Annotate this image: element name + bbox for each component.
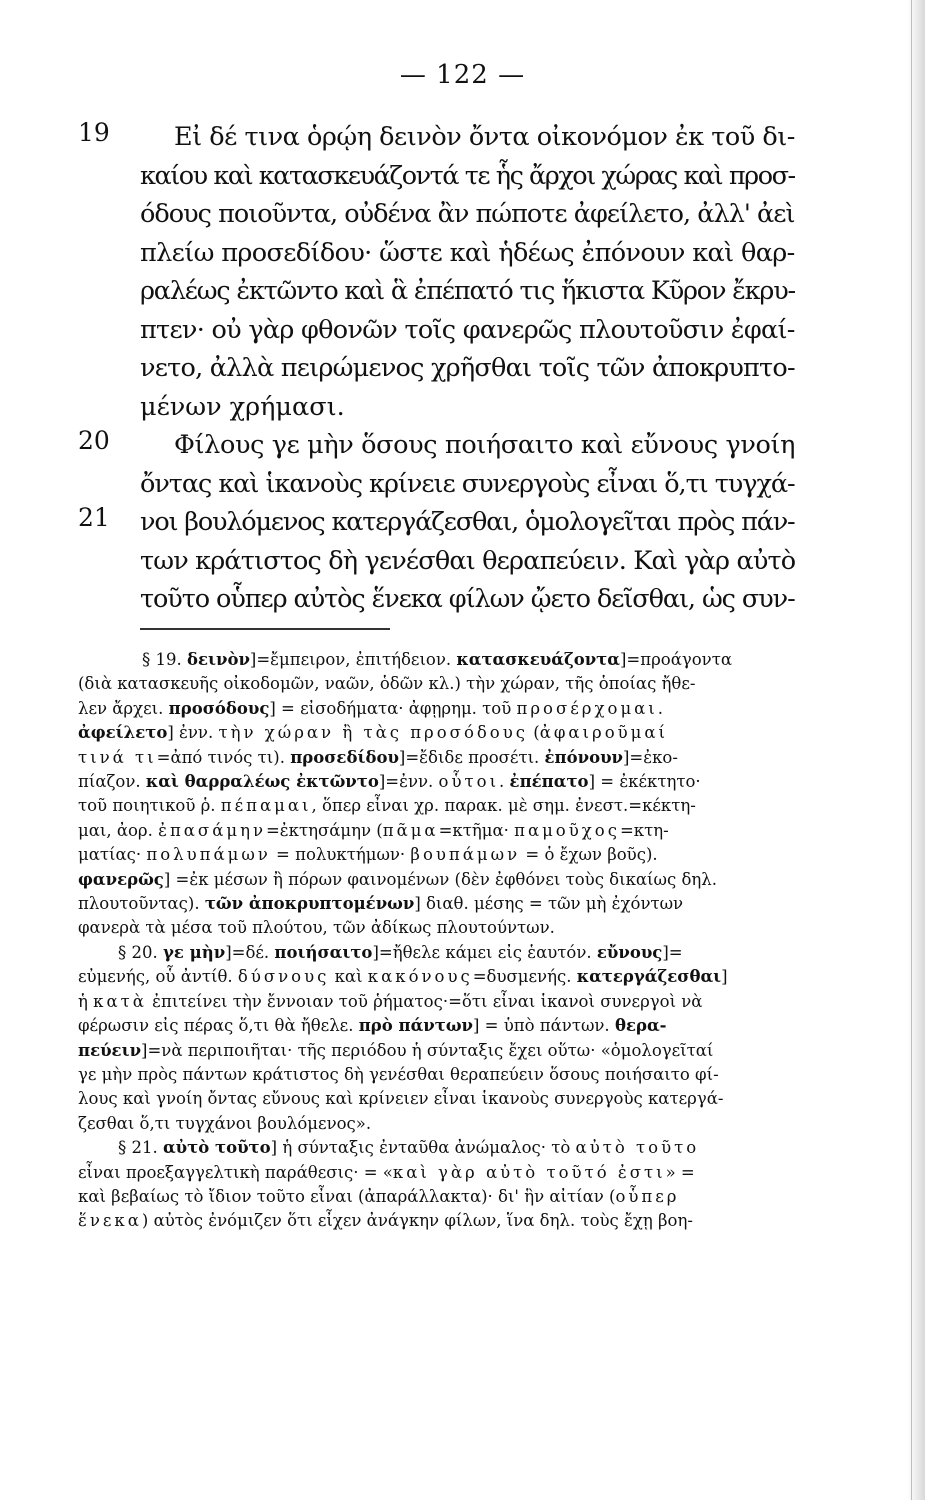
c-spaced: καὶ γὰρ αὐτὸ τοῦτό ἐστι xyxy=(392,1162,666,1182)
commentary-line xyxy=(78,1039,795,1063)
footnote-rule xyxy=(140,628,390,630)
commentary-line xyxy=(78,1185,795,1209)
c-lemma: προσόδους xyxy=(168,698,270,718)
c-text: = ὁ ἔχων βοῦς). xyxy=(520,845,658,865)
c-lemma: ἐπέπατο xyxy=(509,772,589,792)
c-text: ἡ xyxy=(78,991,94,1011)
commentary-line xyxy=(78,1136,795,1160)
c-text: ]=νὰ περιποιῆται· τῆς περιόδου ἡ σύνταξις ἔχει οὕτω· «ὁμολογεῖταί xyxy=(141,1040,714,1060)
c-text: πίαζον. xyxy=(78,772,146,792)
margin-number-19: 19 xyxy=(78,118,110,147)
c-text: μαι, ἀορ. xyxy=(78,820,159,840)
c-lemma: πρὸ πάντων xyxy=(358,1016,473,1036)
c-spaced: οὗτοι xyxy=(438,772,500,792)
commentary-line xyxy=(78,1014,795,1038)
c-text: ]=ἐκο- xyxy=(623,747,678,767)
c-text: . xyxy=(657,698,664,718)
c-text: φέρωσιν εἰς πέρας ὅ,τι θὰ ἤθελε. xyxy=(78,1016,359,1036)
c-lemma: εὔνους xyxy=(596,942,663,962)
commentary-line xyxy=(78,1209,795,1233)
c-text: καὶ βεβαίως τὸ ἴδιον τοῦτο εἶναι (ἀπαράλλακτα)· δι' ἣν αἰτίαν ( xyxy=(78,1186,616,1206)
c-spaced: παμοῦχος xyxy=(514,820,620,840)
c-text: πλουτοῦντας). xyxy=(78,894,205,914)
c-lemma: ἐπόνουν xyxy=(544,747,623,767)
c-lemma: αὐτὸ τοῦτο xyxy=(162,1138,271,1158)
page-edge-shadow xyxy=(907,0,925,1500)
commentary-line xyxy=(78,819,795,843)
commentary-line xyxy=(78,721,795,745)
c-spaced: πᾶμα xyxy=(382,820,439,840)
c-text: =ἐκτησάμην ( xyxy=(265,820,383,840)
c-text: καὶ xyxy=(329,967,368,987)
c-text: =κτη- xyxy=(619,820,669,840)
commentary-line xyxy=(78,941,795,965)
c-spaced: αὐτὸ τοῦτο xyxy=(575,1138,700,1158)
commentary-line xyxy=(78,868,795,892)
commentary-line xyxy=(78,746,795,770)
main-line: Εἰ δέ τινα ὁρῴη δεινὸν ὄντα οἰκονόμον ἐκ τοῦ δι- xyxy=(174,122,795,152)
commentary-line xyxy=(78,892,795,916)
c-text: ] =ἐκ μέσων ἢ πόρων φαινομένων (δὲν ἐφθόνει τοὺς δικαίως δηλ. xyxy=(163,869,717,889)
c-text: εὐμενής, οὗ ἀντίθ. xyxy=(78,967,238,987)
c-text: ] ἡ σύνταξις ἐνταῦθα ἀνώμαλος· τὸ xyxy=(270,1138,576,1158)
main-line: ὄντας καὶ ἱκανοὺς κρίνειε συνεργοὺς εἶναι ὅ,τι τυγχά- xyxy=(140,468,795,499)
c-spaced: δύσνους xyxy=(237,967,330,987)
c-spaced: κατὰ xyxy=(93,991,147,1011)
main-line: τοῦτο οὗπερ αὐτὸς ἕνεκα φίλων ᾤετο δεῖσθαι, ὡς συν- xyxy=(140,584,795,614)
c-text: =κτῆμα· xyxy=(438,820,515,840)
main-line: των κράτιστος δὴ γενέσθαι θεραπεύειν. Καὶ γὰρ αὐτὸ xyxy=(140,545,796,576)
c-text: = πολυκτήμων· xyxy=(270,845,411,865)
c-text: ]=προάγοντα xyxy=(619,650,732,669)
c-spaced: πολυπάμων xyxy=(146,845,271,865)
c-lemma: ἀφείλετο xyxy=(78,723,168,743)
c-lemma: ποιήσαιτο xyxy=(274,942,373,962)
c-spaced: τὴν χώραν ἢ τὰς προσόδους xyxy=(218,723,529,743)
c-spaced: κακόνους xyxy=(367,967,473,987)
c-text: ] = ἐκέκτητο· xyxy=(588,772,701,792)
commentary-line xyxy=(78,697,795,721)
c-text: ματίας· xyxy=(78,845,147,865)
page-number: — 122 — xyxy=(399,60,526,90)
c-text: ]=ἐνν. xyxy=(378,772,439,792)
main-line: ραλέως ἐκτῶντο καὶ ἃ ἐπέπατό τις ἥκιστα Κῦρον ἔκρυ- xyxy=(140,276,795,306)
c-text: =ἀπό τινός τι). xyxy=(156,747,291,767)
main-line: μένων χρήμασι. xyxy=(140,391,345,422)
c-text: ] ἐνν. xyxy=(167,723,219,743)
c-text: =δυσμενής. xyxy=(472,967,577,987)
c-text: ] = εἰσοδήματα· ἀφῃρημ. τοῦ xyxy=(269,698,517,718)
c-lemma: γε μὴν xyxy=(162,942,226,962)
c-text: . xyxy=(499,772,510,792)
c-lemma: προσεδίδου xyxy=(290,747,399,767)
c-text: ] διαθ. μέσης = τῶν μὴ ἐχόντων xyxy=(414,894,684,914)
c-text: ( xyxy=(528,723,540,743)
c-lemma: καὶ θαρραλέως ἐκτῶντο xyxy=(145,772,379,792)
c-text: § 20. xyxy=(118,942,163,962)
main-line: όδους ποιοῦντα, οὐδένα ἂν πώποτε ἀφείλετο, ἀλλ' ἀεὶ xyxy=(140,199,795,229)
c-text: ]= xyxy=(662,942,683,962)
c-text: ] = ὑπὸ πάντων. xyxy=(473,1016,615,1036)
c-spaced: βουπάμων xyxy=(410,845,521,865)
commentary-line: ζεσθαι ὅ,τι τυγχάνοι βουλόμενος». xyxy=(78,1113,372,1133)
main-line: πτεν· οὐ γὰρ φθονῶν τοῖς φανερῶς πλουτοῦσιν ἐφαί- xyxy=(140,314,795,345)
c-spaced: ἐπασάμην xyxy=(158,820,266,840)
c-lemma: φανερῶς xyxy=(78,869,164,889)
c-spaced: πέπαμαι xyxy=(220,796,312,816)
main-line: νετο, ἀλλὰ πειρώμενος χρῆσθαι τοῖς τῶν ἀποκρυπτο- xyxy=(140,353,795,383)
c-lemma: κατασκευάζοντα xyxy=(456,650,620,669)
commentary-line: φανερὰ τὰ μέσα τοῦ πλούτου, τῶν ἀδίκως πλουτούντων. xyxy=(78,918,555,938)
margin-number-21: 21 xyxy=(78,503,110,532)
c-lemma: δεινὸν xyxy=(186,650,250,669)
commentary-line xyxy=(78,794,795,818)
commentary-line xyxy=(78,990,795,1014)
c-spaced: τινά τι xyxy=(78,747,157,767)
c-text: ἐπιτείνει τὴν ἔννοιαν τοῦ ῥήματος·=ὅτι εἶναι ἱκανοὶ συνεργοὶ νὰ xyxy=(146,991,703,1011)
commentary-line: λους καὶ γνοίη ὄντας εὔνους καὶ κρίνειεν εἶναι ἱκανοὺς συνεργοὺς κατεργά- xyxy=(78,1089,724,1109)
c-text: ]=ἔδιδε προσέτι. xyxy=(398,747,545,767)
commentary-line xyxy=(78,648,795,672)
c-spaced: προσέρχομαι xyxy=(516,698,658,718)
c-text: λεν ἄρχει. xyxy=(78,698,169,718)
c-spaced: ἕνεκα xyxy=(78,1211,142,1231)
commentary-line: (διὰ κατασκευῆς οἰκοδομῶν, ναῶν, ὁδῶν κλ.) τὴν χώραν, τῆς ὁποίας ἤθε- xyxy=(78,674,696,694)
c-text: § 21. xyxy=(118,1138,163,1158)
main-text xyxy=(140,118,795,619)
main-line: καίου καὶ κατασκευάζοντά τε ἧς ἄρχοι χώρας καὶ προσ- xyxy=(140,160,795,191)
c-text: ) αὐτὸς ἐνόμιζεν ὅτι εἶχεν ἀνάγκην φίλων, ἵνα δηλ. τοὺς ἔχῃ βοη- xyxy=(141,1211,693,1231)
c-spaced: ἀφαιροῦμαί xyxy=(539,723,669,743)
c-spaced: οὗπερ xyxy=(615,1186,680,1206)
c-lemma: θερα- xyxy=(614,1016,667,1036)
c-text: , ὅπερ εἶναι χρ. παρακ. μὲ σημ. ἐνεστ.=κέκτη- xyxy=(311,796,696,816)
c-text: εἶναι προεξαγγελτικὴ παράθεσις· = « xyxy=(78,1162,393,1182)
main-line: νοι βουλόμενος κατεργάζεσθαι, ὁμολογεῖται πρὸς πάν- xyxy=(140,507,795,537)
c-lemma: τῶν ἀποκρυπτομένων xyxy=(204,894,415,914)
margin-number-20: 20 xyxy=(78,426,110,455)
c-text: ]=δέ. xyxy=(225,942,275,962)
main-line: πλείω προσεδίδου· ὥστε καὶ ἡδέως ἐπόνουν καὶ θαρ- xyxy=(140,237,795,268)
commentary-line: γε μὴν πρὸς πάντων κράτιστος δὴ γενέσθαι θεραπεύειν ὅσους ποιήσαιτο φί- xyxy=(78,1064,719,1084)
c-text: ]=ἔμπειρον, ἐπιτήδειον. xyxy=(249,650,457,669)
c-text: » = xyxy=(665,1162,695,1182)
commentary-line xyxy=(78,965,795,989)
c-text: ] xyxy=(721,967,728,987)
c-text: ]=ἤθελε κάμει εἰς ἑαυτόν. xyxy=(372,942,597,962)
commentary-line xyxy=(78,1161,795,1185)
c-text: τοῦ ποιητικοῦ ῥ. xyxy=(78,796,221,816)
c-lemma: πεύειν xyxy=(78,1040,142,1060)
commentary-line xyxy=(78,843,795,867)
c-lemma: κατεργάζεσθαι xyxy=(576,967,722,987)
commentary-line xyxy=(78,770,795,794)
c-text: § 19. xyxy=(142,650,187,669)
main-line: Φίλους γε μὴν ὅσους ποιήσαιτο καὶ εὔνους γνοίη xyxy=(174,430,795,460)
commentary xyxy=(78,648,795,1234)
